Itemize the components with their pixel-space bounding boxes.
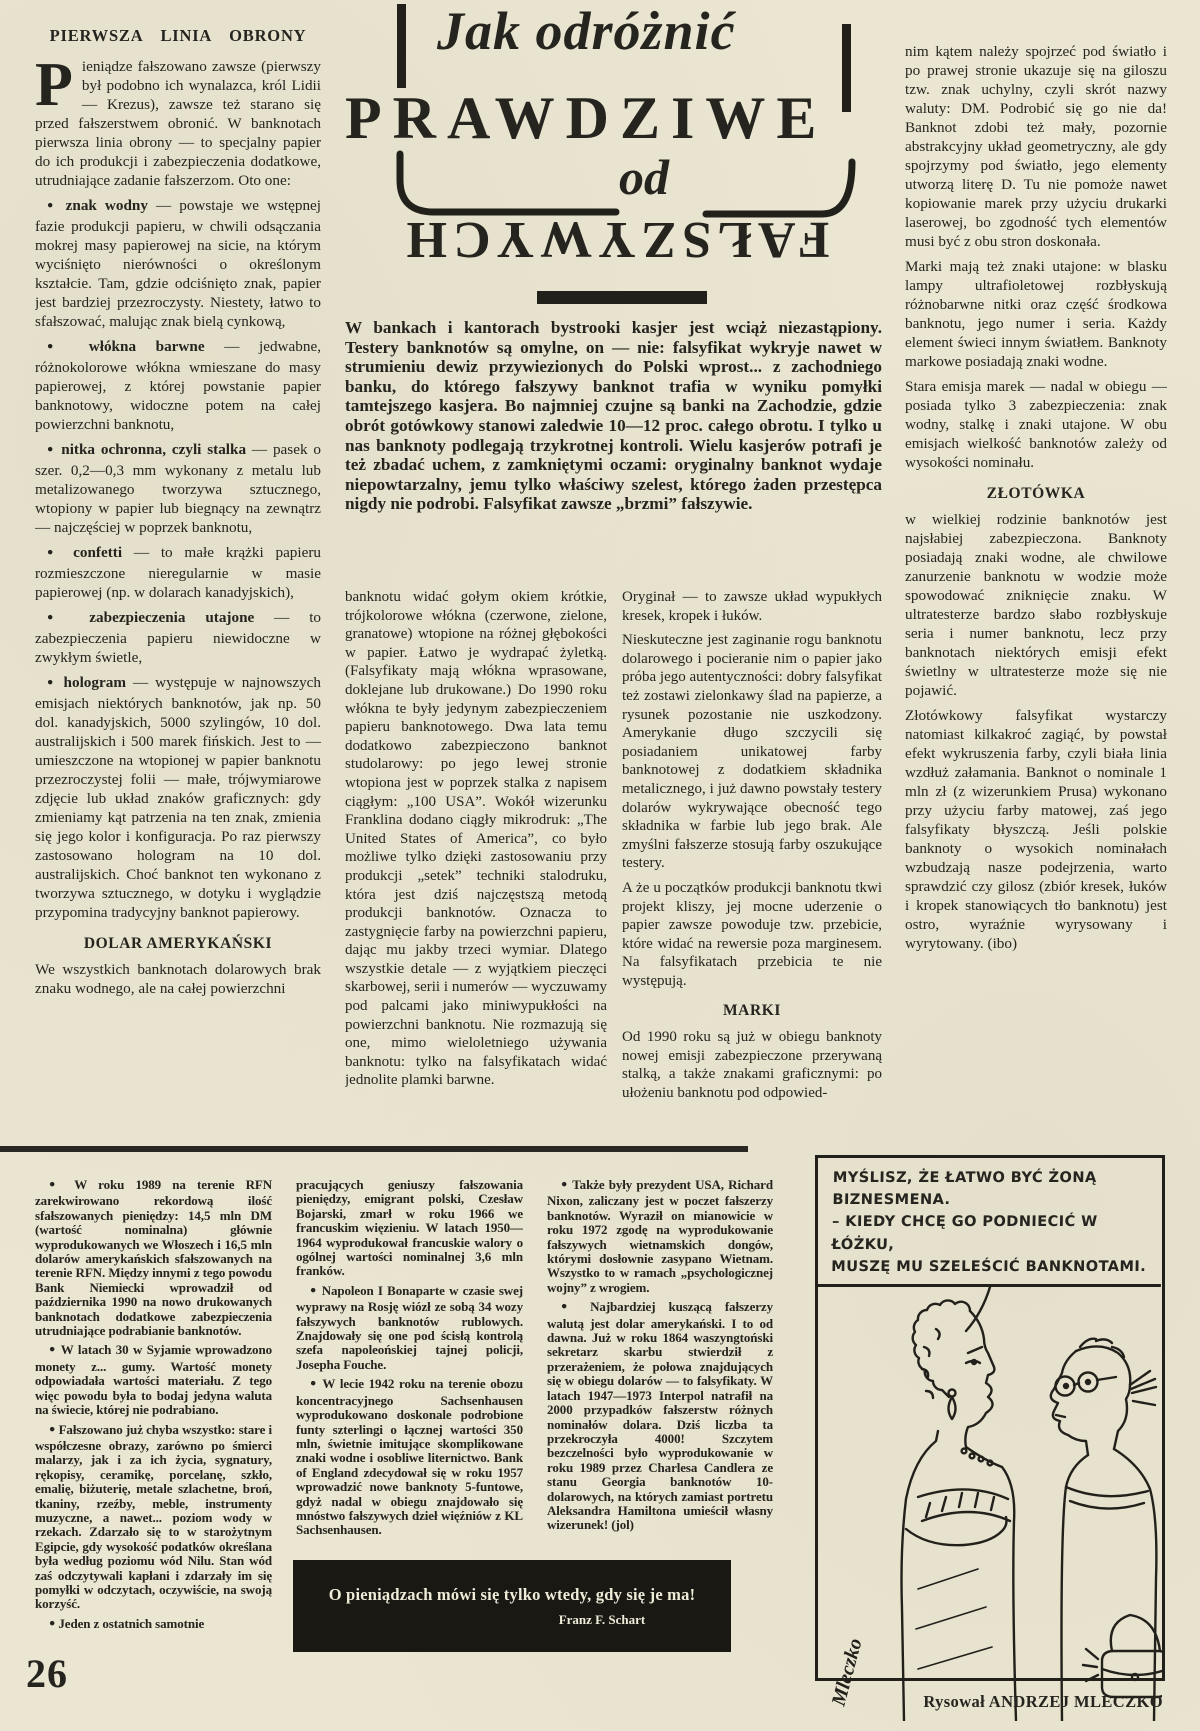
- headline-word-falszywych-upside-down: FAŁSZYWYCH: [400, 211, 830, 268]
- dropcap-letter: P: [35, 51, 73, 119]
- column-b-paragraph: A że u początków produkcji banknotu tkwi projekt kliszy, jej mocne uderzenie o papier zawsze powoduje tzw. przebicie, które widać na rewersie poza marginesem. Na falsyfikatach przebicia te nie występują.: [622, 879, 882, 989]
- feature-text: — jedwabne, różnokolorowe włókna wmieszane do masy papierowej, z której powstanie papier banknotowy, widoczne potem na całej powierzchni banknotu,: [35, 338, 321, 433]
- fact-item: [547, 1300, 773, 1533]
- woman-face: [965, 1311, 994, 1447]
- bullet-icon: ●: [561, 1301, 578, 1313]
- fact-text: W latach 30 w Syjamie wprowadzono monety z... gumy. Wartość monety odpowiadała wartości materiału. Z tego więc powodu była to bodaj jedyna waluta na świecie, której nie podrabiano.: [35, 1342, 272, 1418]
- fact-item: [35, 1423, 272, 1612]
- woman-hair: [913, 1300, 970, 1397]
- bullet-icon: ●: [561, 1179, 569, 1190]
- feature-item-zabezpieczenia-utajone: [35, 608, 321, 667]
- cartoon-caption-line: – KIEDY CHCĘ GO PODNIECIĆ W ŁÓŻKU,: [831, 1213, 1098, 1253]
- bullet-icon: ●: [49, 1617, 56, 1629]
- headline-kicker: Jak odróżnić: [437, 1, 736, 61]
- right-column-paragraph: w wielkiej rodzinie banknotów jest najsłabiej zabezpieczona. Banknoty posiadają znaki wodne, ale chwilowe zanurzenie banknotu w wodzie może spowodować zniknięcie znaku. W ultratesterze bardzo słabo rozbłyskuje seria i numer banknotu, lecz przy banknotach niektórych emisji efekt świetlny w ultratesterze może się nie pojawić.: [905, 511, 1167, 699]
- feature-term: hologram: [63, 674, 126, 691]
- cartoon-caption: [817, 1158, 1163, 1287]
- section-divider-rule: [0, 1146, 748, 1152]
- feature-term: zabezpieczenia utajone: [89, 609, 255, 626]
- feature-text: — powstaje we wstępnej fazie produkcji papieru, w chwili odsączania mokrej masy papierowej na sicie, na którym wyciśnięto nierówności o określonym kształcie. Tam, gdzie odciśnięto znak, papier jest bardziej przezroczysty. Niestety, łatwo to sfałszować, malując znak bielą cynkową,: [35, 197, 321, 330]
- bullet-icon: ●: [47, 200, 58, 211]
- bullet-icon: ●: [310, 1284, 318, 1296]
- body-column-b: [622, 588, 882, 1142]
- quote-author: Franz F. Schart: [558, 1612, 646, 1627]
- facts-column-2: [296, 1178, 523, 1552]
- feature-term: włókna barwne: [88, 338, 205, 355]
- headline-underline-bar: [537, 291, 707, 304]
- body-column-a: [345, 588, 607, 1142]
- bullet-icon: ●: [47, 341, 70, 352]
- feature-text: — to małe krążki papieru rozmieszczone nieregularnie w masie papierowej (np. w dolarach kanadyjskich),: [35, 544, 321, 601]
- bullet-icon: ●: [47, 677, 57, 688]
- column-b-paragraph: Od 1990 roku są już w obiegu banknoty nowej emisji zabezpieczone przerywaną stalką, a także znakami graficznymi: po ułożeniu banknotu pod odpowied-: [622, 1029, 882, 1101]
- quote-box: [293, 1560, 731, 1652]
- column-b-paragraph: Nieskuteczne jest zaginanie rogu banknotu dolarowego i pocieranie nim o papier jako próba jego autentyczności: dobry falsyfikat też zostawi zielonkawy ślad na papierze, a rysunek pozostanie nie uszkodzony. Amerykanie długo szczycili się posiadaniem unikatowej farby banknotowej z dodatkiem składnika metalicznego, i już dawno powstały testery dolarów wykrywające obecność tego składnika w farbie lub jego brak. Ale zmyślni fałszerze stosują farby oszukujące testery.: [622, 632, 882, 872]
- bullet-icon: ●: [49, 1423, 56, 1435]
- feature-text: — to zabezpieczenia papieru niewidoczne w zwykłym świetle,: [35, 609, 321, 666]
- right-column-paragraph: nim kątem należy spojrzeć pod światło i po prawej stronie ukazuje się na giloszu tzw. znak uchylny, czyli skrót nazwy waluty: DM. Podrobić się go nie da! Banknot zdobi też mały, pozornie abstrakcyjny układ geometryczny, ale gdy spojrzymy pod światło, jego elementy utworzą literę D. Tu nie pomoże nawet kopiowanie marek przy użyciu drukarki laserowej, bo zgodność tych elementów musi być z obu stron doskonała.: [905, 43, 1167, 250]
- left-article-intro-text: ieniądze fałszowano zawsze (pierwszy był podobno ich wynalazca, król Lidii — Krezus), zawsze też starano się przed fałszerstwem obronić. W banknotach pierwsza linia obrony — to specjalny papier do ich produkcji i zabezpieczenia dodatkowe, utrudniające zadanie fałszerzom. Oto one:: [35, 58, 321, 189]
- man-head: [1076, 1346, 1130, 1449]
- fact-item: [296, 1284, 523, 1372]
- man-tassel: [1130, 1371, 1156, 1405]
- illustrator-credit: Rysował ANDRZEJ MLECZKO: [923, 1692, 1163, 1711]
- left-article-intro: [35, 51, 321, 190]
- right-column-paragraph: Złotówkowy falsyfikat wystarczy natomiast kilkakroć zagiąć, by powstał efekt wykruszenia farby, czyli biała linia wzdłuż załamania. Banknot o nominale 1 mln zł (z wizerunkiem Prusa) wykonano przy użyciu farby matowej, zaś jego falsyfikaty błyszczą. Jeśli polskie banknoty o wysokich nominałach wzbudzają nasze podejrzenia, warto sprawdzić czy gilosz (zbiór kresek, łuków i kropek stanowiących tło banknotu) jest ostro, wyraźnie wyrysowany i wyrytowany. (ibo): [905, 707, 1167, 952]
- feature-term: confetti: [73, 544, 123, 561]
- lead-paragraph: W bankach i kantorach bystrooki kasjer jest wciąż niezastąpiony. Testery banknotów są omylne, on — nie: falsyfikat wykryje nawet w strumieniu dewiz przywiezionych do Polski wprost... z zachodniego banku, do którego fałszywy banknot trafia w wyniku pomyłki tamtejszego kasjera. Bo najmniej czujne są banki na Zachodzie, gdzie obrót gotówkowy stanowi zaledwie 10—12 proc. całego obrotu. I tylko u nas banknoty podlegają trzykrotnej kontroli. Wielu kasjerów potrafi je też zbadać uchem, z zamkniętymi oczami: oryginalny banknot wydaje niepowtarzalny, jemu tylko właściwy szelest, którego żaden przestępca nigdy nie podrobi. Falsyfikat zawsze „brzmi” fałszywie.: [345, 318, 882, 514]
- fact-item: [547, 1178, 773, 1295]
- left-article-continuation: We wszystkich banknotach dolarowych brak znaku wodnego, ale na całej powierzchni: [35, 961, 321, 997]
- left-article: [35, 26, 321, 1144]
- feature-item-hologram: [35, 673, 321, 922]
- feature-text: — występuje w najnowszych emisjach niektórych banknotów, jak np. 50 dol. kanadyjskich, 5000 szylingów, 10 dol. australijskich i 500 marek fińskich. Jest to — umieszczone na wtopionej w papier banknotu przezroczystej folii — małe, trójwymiarowe zdjęcie lub układ znaków graficznych: gdy zmieniamy kąt patrzenia na ten znak, zmienia się jego kolor i konfiguracja. Po raz pierwszy zastosowano hologram na 10 dol. australijskich. Choć banknot ten wykonano z tworzywa sztucznego, w dotyku i wyglądzie przypomina tradycyjny banknot papierowy.: [35, 674, 321, 921]
- headline-rule-left: [397, 4, 406, 88]
- column-a-paragraph: banknotu widać gołym okiem krótkie, trójkolorowe włókna (czerwone, zielone, granatowe) wtopione na różnej głębokości w papier. Łatwo je wydrapać żyletką. (Falsyfikaty mają włókna wprasowane, doklejane lub drukowane.) Do 1990 roku włókna te były jedynym zabezpieczeniem papieru banknotowego. Dwa lata temu dodatkowo zabezpieczono banknot studolarowy: po jego lewej stronie wtopiona jest w poprzek stalka z napisem ciągłym: „100 USA”. Wokół wizerunku Franklina dodano ciągły mikrodruk: „The United States of America”, co było możliwe tylko dzięki zastosowaniu przy produkcji „setek” techniki stalodruku, która jest dziś najczęstszą metodą produkcji banknotów. Oznacza to zastygnięcie farby na powierzchni papieru, dając mu jakby trzeci wymiar. Dlatego wszystkie detale — z wyjątkiem pieczęci skarbowej, serii i numerów — wyczuwamy pod palcami jako miniwypukłości na powierzchni banknotu. Nie rozmazują się one, mimo wieloletniego używania banknotu: tylko na falsyfikatach widać jednolite plamki barwne.: [345, 589, 607, 1089]
- headline-connector-od: od: [619, 149, 669, 205]
- bullet-icon: ●: [47, 444, 56, 455]
- cartoon-signature: Mleczko: [827, 1635, 867, 1709]
- feature-item-wlokna-barwne: [35, 337, 321, 434]
- fact-text: Jeden z ostatnich samotnie: [58, 1615, 205, 1631]
- feature-term: nitka ochronna, czyli stalka: [61, 441, 247, 458]
- man-face: [1051, 1351, 1088, 1455]
- feature-text: — pasek o szer. 0,2—0,3 mm wykonany z metalu lub metalizowanego tworzywa sztucznego, wtopiony w papier lub biegnący na zewnątrz — najczęściej w poprzek banknotu,: [35, 441, 321, 536]
- cartoon-caption-line: MYŚLISZ, ŻE ŁATWO BYĆ ŻONĄ BIZNESMENA.: [832, 1169, 1097, 1209]
- cartoon-caption-line: MUSZĘ MU SZELEŚCIĆ BANKNOTAMI.: [831, 1257, 1147, 1275]
- bullet-icon: ●: [310, 1378, 318, 1390]
- woman-earring: [949, 1389, 956, 1396]
- facts-column-3: [547, 1178, 773, 1542]
- headline-rule-right: [842, 24, 851, 112]
- feature-item-confetti: [35, 543, 321, 602]
- cartoon-drawing: [818, 1287, 1162, 1721]
- fact-text: Napoleon I Bonaparte w czasie swej wyprawy na Rosję wiózł ze sobą 34 wozy fałszywych banknotów rublowych. Znajdowały się one pod ścisłą kontrolą szefa napoleońskiej tajnej policji, Josepha Fouche.: [296, 1282, 523, 1372]
- feature-item-nitka-ochronna: [35, 440, 321, 537]
- feature-item-znak-wodny: [35, 196, 321, 331]
- fact-item: [35, 1343, 272, 1417]
- fact-item: [35, 1617, 272, 1633]
- bullet-icon: ●: [49, 1344, 57, 1356]
- quote-text: O pieniądzach mówi się tylko wtedy, gdy się je ma!: [328, 1585, 696, 1604]
- fact-item: [296, 1377, 523, 1537]
- feature-term: znak wodny: [65, 197, 148, 214]
- subhead-marki: MARKI: [722, 1002, 782, 1020]
- left-article-title: PIERWSZA LINIA OBRONY: [49, 26, 307, 45]
- headline-word-prawdziwe: PRAWDZIWE: [345, 85, 828, 151]
- right-column-paragraph: Marki mają też znaki utajone: w blasku lampy ultrafioletowej rozbłyskują różnobarwne nitki oraz część środkowa banknotu, jego numer i seria. Każdy element świeci innym światłem. Banknoty markowe posiadają znaki wodne.: [905, 258, 1167, 370]
- right-column-paragraph: Stara emisja marek — nadal w obiegu — posiada tylko 3 zabezpieczenia: znak wodny, stalkę i znaki utajone. W obu emisjach wielkość banknotów zależy od wysokości nominału.: [905, 378, 1167, 471]
- page-number: 26: [26, 1651, 68, 1696]
- fact-item: [35, 1178, 272, 1338]
- facts-column-1: [35, 1178, 272, 1654]
- bullet-icon: ●: [47, 547, 62, 558]
- headline-block: [345, 1, 882, 314]
- fact-text: W lecie 1942 roku na terenie obozu koncentracyjnego Sachsenhausen wyprodukowano doskonale podrobione funty szterlingi o łącznej wartości 350 mln, świetnie imitujące skomplikowane znaki wodne i osobliwe liternictwo. Bank of England zdecydował się w roku 1957 wprowadzić nowe banknoty 5-funtowe, gdyż nadal w obiegu znajdowało się mnóstwo fałszywych dzieł więźniów z KL Sachsenhausen.: [296, 1376, 523, 1538]
- fact-text: Najbardziej kuszącą fałszerzy walutą jest dolar amerykański. I to od dawna. Już w roku 1864 waszyngtoński sekretarz skarbu stwierdził z przerażeniem, że połowa znajdujących się w obiegu dolarów — to falsyfikaty. W latach 1947—1973 Interpol natrafił na 2000 przypadków fałszerstw różnych nominałów dolara. Dziś liczba ta przekroczyła 4000! Szczytem bezczelności było wyprodukowanie w roku 1989 przez Charlesa Candlera ze stanu Georgia banknotów 10-dolarowych, na których zamiast portretu Aleksandra Hamiltona umieścił własny wizerunek! (jol): [547, 1299, 773, 1533]
- fact-text: Także były prezydent USA, Richard Nixon, zaliczany jest w poczet fałszerzy banknotów. Wyraził on mianowicie w roku 1972 zgodę na wyprodukowanie fałszywych wietnamskich dongów, którymi dosłownie zasypano Wietnam. Wszystko to w ramach „psychologicznej wojny” z wrogiem.: [547, 1178, 773, 1295]
- subhead-dolar-amerykanski: DOLAR AMERYKAŃSKI: [83, 935, 273, 952]
- bullet-icon: ●: [49, 1179, 64, 1190]
- subhead-zlotowka: ZŁOTÓWKA: [986, 485, 1086, 502]
- column-b-paragraph: Oryginał — to zawsze układ wypukłych kresek, kropek i łuków.: [622, 589, 882, 624]
- bullet-icon: ●: [47, 612, 70, 623]
- fact-text: W roku 1989 na terenie RFN zarekwirowano rekordową ilość sfałszowanych pieniędzy: 14,5 mln DM (wartość nominalna) głównie wyprodukowanych we Włoszech i 16,5 mln dolarów amerykańskich sfałszowanych na terenie RFN. Między innymi z tego powodu Bank Niemiecki wprowadził od października 1990 na nowo drukowanych banknotach dodatkowe zabezpieczenia utrudniające podrabianie banknotów.: [35, 1178, 272, 1339]
- fact-continuation: pracujących geniuszy fałszowania pieniędzy, emigrant polski, Czesław Bojarski, zmarł w roku 1966 we francuskim więzieniu. W latach 1950—1964 wyprodukował francuskie walory o ogólnej wartości nominalnej 3,6 mln franków.: [296, 1178, 523, 1279]
- body-column-right: [905, 42, 1167, 1142]
- fact-text: Fałszowano już chyba wszystko: stare i współczesne obrazy, zarówno po śmierci malarzy, jak i za ich życia, sygnatury, rękopisy, ceramikę, porcelanę, szkło, emalię, biżuterię, metale szlachetne, broń, tkaniny, rzeźby, meble, instrumenty muzyczne, a nawet... poziom wody w rzekach. Zdarzało się to w starożytnym Egipcie, gdy wysokość podatków określana była według poziomu wód Nilu. Stan wód zaś odczytywali kapłani i zdarzały im się pomyłki w odczytach, oczywiście, na swoją korzyść.: [35, 1421, 272, 1612]
